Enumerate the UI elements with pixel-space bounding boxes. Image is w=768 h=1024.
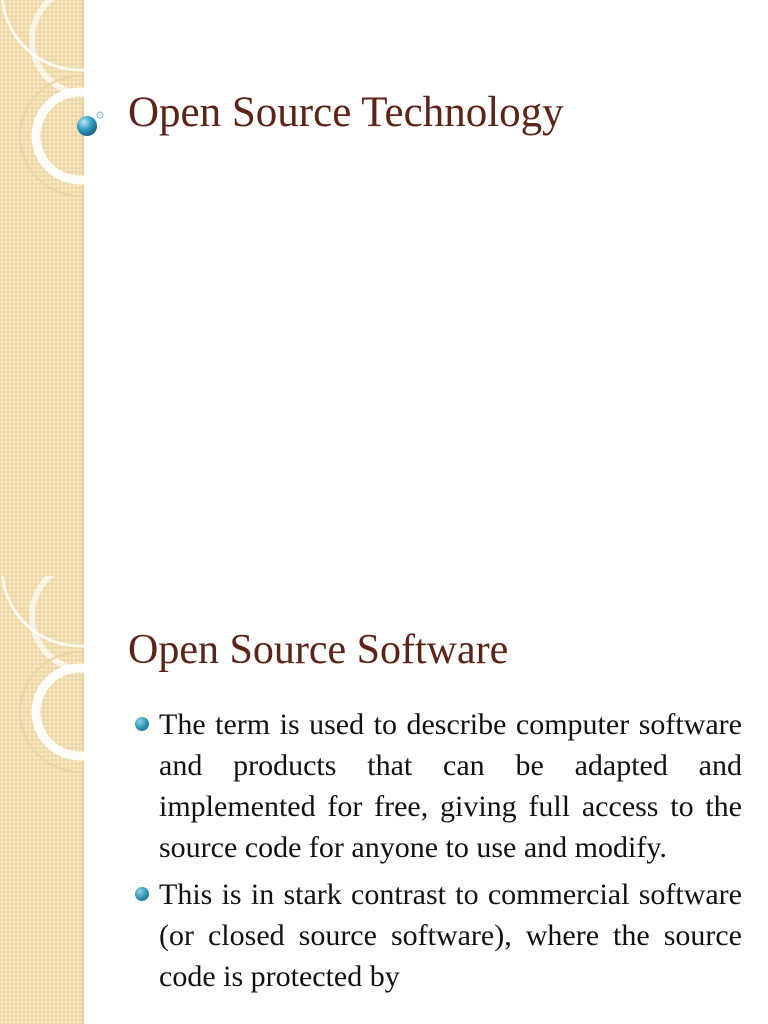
bullet-text: The term is used to describe computer software and products that can be adapted and implemented for free, giving full access to the source code for anyone to use and modify.: [159, 708, 742, 864]
bullet-text: This is in stark contrast to commercial software (or closed source software), where the source code is protected by: [159, 878, 742, 993]
decorative-side-band: [0, 576, 84, 1024]
bullet-dot-icon: [135, 887, 149, 901]
bullet-item: [135, 704, 742, 868]
slide-title: Open Source Technology: [128, 89, 564, 136]
decorative-circles-graphic: [0, 0, 84, 576]
small-ring-icon: [95, 110, 105, 120]
bullet-dot-icon: [135, 717, 149, 731]
bullet-item: [135, 874, 742, 997]
bullet-list: [135, 704, 742, 1003]
slide-title: Open Source Software: [128, 627, 509, 673]
slide-open-source-software: [0, 576, 768, 1024]
decorative-circles-graphic: [0, 576, 84, 1024]
decorative-side-band: [0, 0, 84, 576]
